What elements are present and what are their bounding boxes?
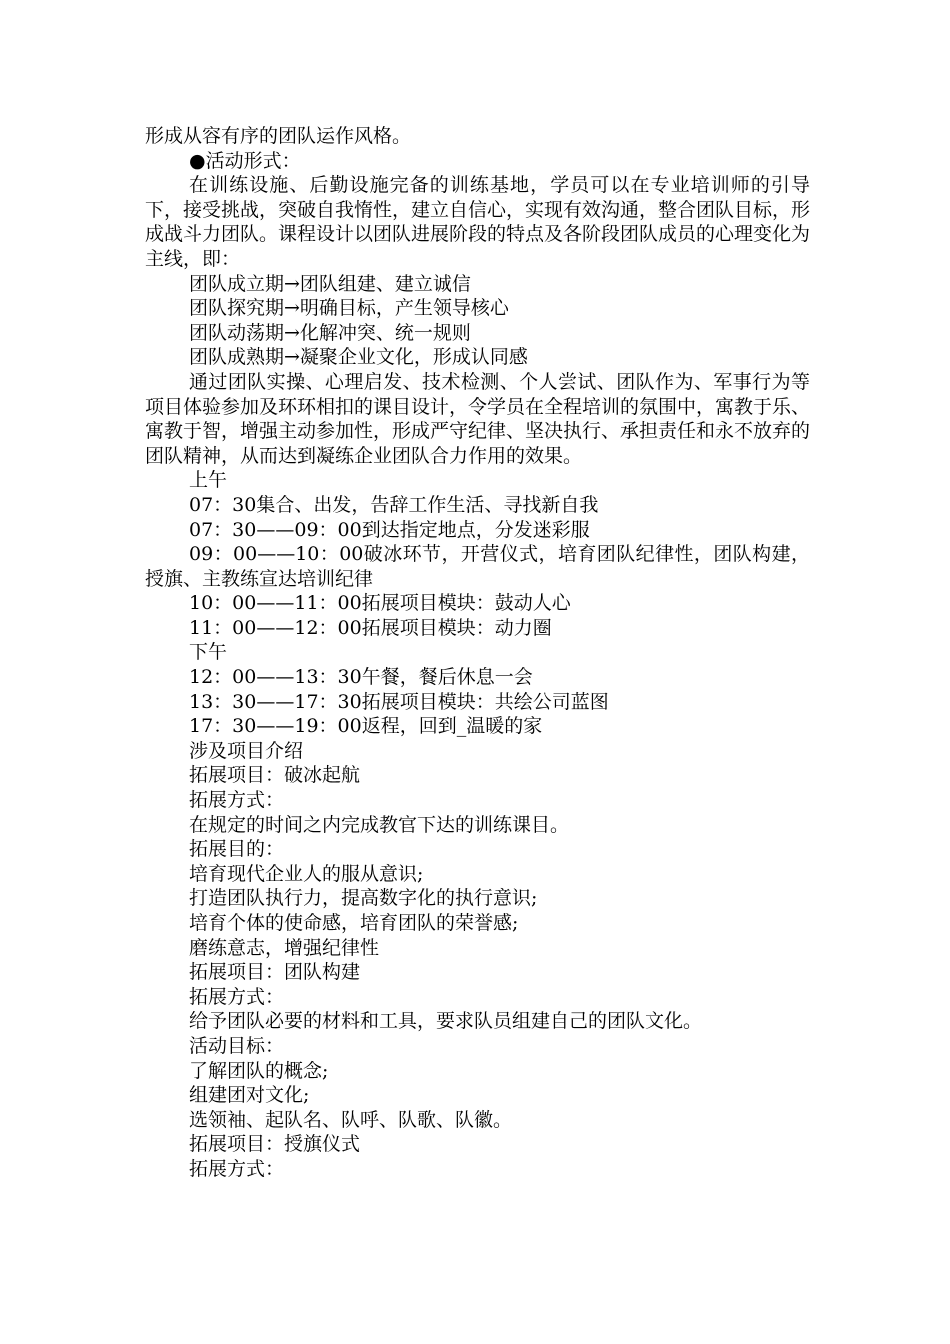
- schedule-item: 12：00——13：30午餐，餐后休息一会: [189, 666, 533, 689]
- paragraph-continuation: 形成从容有序的团队运作风格。: [145, 125, 412, 147]
- schedule-item: 09：00——10：00破冰环节，开营仪式，培育团队纪律性，团队构建，授旗、主教练宣达培训纪律: [145, 543, 810, 590]
- project-text: 磨练意志，增强纪律性: [189, 936, 380, 959]
- schedule-item: 07：30集合、出发，告辞工作生活、寻找新自我: [189, 493, 599, 516]
- schedule-heading-morning: 上午: [189, 469, 228, 492]
- schedule-item: 13：30——17：30拓展项目模块：共绘公司蓝图: [189, 690, 609, 713]
- project-text: 在规定的时间之内完成教官下达的训练课目。: [189, 813, 570, 836]
- schedule-item: 17：30——19：00返程，回到_温暖的家: [189, 715, 543, 738]
- paragraph-course-design: 通过团队实操、心理启发、技术检测、个人尝试、团队作为、军事行为等项目体验参加及环环相扣的课目设计，令学员在全程培训的氛围中，寓教于乐、寓教于智，增强主动参加性，形成严守纪律、坚决执行、承担责任和永不放弃的团队精神，从而达到凝练企业团队合力作用的效果。: [145, 370, 811, 467]
- document-body: [145, 124, 810, 1182]
- project-title: 拓展项目：团队构建: [189, 961, 361, 984]
- stage-item-exploring: 团队探究期→明确目标，产生领导核心: [189, 297, 509, 320]
- project-title: 拓展项目：授旗仪式: [189, 1133, 361, 1156]
- paragraph-training-base: 在训练设施、后勤设施完备的训练基地，学员可以在专业培训师的引导下，接受挑战，突破自我惰性，建立自信心，实现有效沟通，整合团队目标，形成战斗力团队。课程设计以团队进展阶段的特点及各阶段团队成员的心理变化为主线，即：: [145, 174, 811, 270]
- project-text: 了解团队的概念;: [189, 1059, 329, 1082]
- section-heading-projects: 涉及项目介绍: [189, 739, 304, 762]
- project-text: 给予团队必要的材料和工具，要求队员组建自己的团队文化。: [189, 1010, 703, 1033]
- project-text: 培育个体的使命感，培育团队的荣誉感;: [189, 912, 519, 934]
- schedule-item: 10：00——11：00拓展项目模块：鼓动人心: [189, 592, 571, 615]
- schedule-item: 07：30——09：00到达指定地点，分发迷彩服: [189, 518, 590, 541]
- project-text: 选领袖、起队名、队呼、队歌、队徽。: [189, 1108, 513, 1131]
- project-label-purpose: 拓展目的：: [189, 838, 285, 861]
- project-title: 拓展项目：破冰起航: [189, 764, 361, 787]
- schedule-heading-afternoon: 下午: [189, 641, 228, 664]
- project-text: 培育现代企业人的服从意识;: [189, 862, 424, 885]
- schedule-item: 11：00——12：00拓展项目模块：动力圈: [189, 616, 552, 639]
- project-text: 组建团对文化;: [189, 1084, 310, 1107]
- project-text: 打造团队执行力，提高数字化的执行意识;: [189, 887, 538, 910]
- project-label-method: 拓展方式：: [189, 985, 285, 1008]
- project-label-method: 拓展方式：: [189, 1157, 285, 1180]
- stage-item-forming: 团队成立期→团队组建、建立诚信: [189, 272, 471, 295]
- project-label-method: 拓展方式：: [189, 789, 285, 812]
- stage-item-storming: 团队动荡期→化解冲突、统一规则: [189, 321, 471, 344]
- stage-item-mature: 团队成熟期→凝聚企业文化，形成认同感: [189, 346, 528, 369]
- section-heading-activity-form: ●活动形式：: [189, 149, 301, 172]
- project-label-goal: 活动目标：: [189, 1034, 285, 1057]
